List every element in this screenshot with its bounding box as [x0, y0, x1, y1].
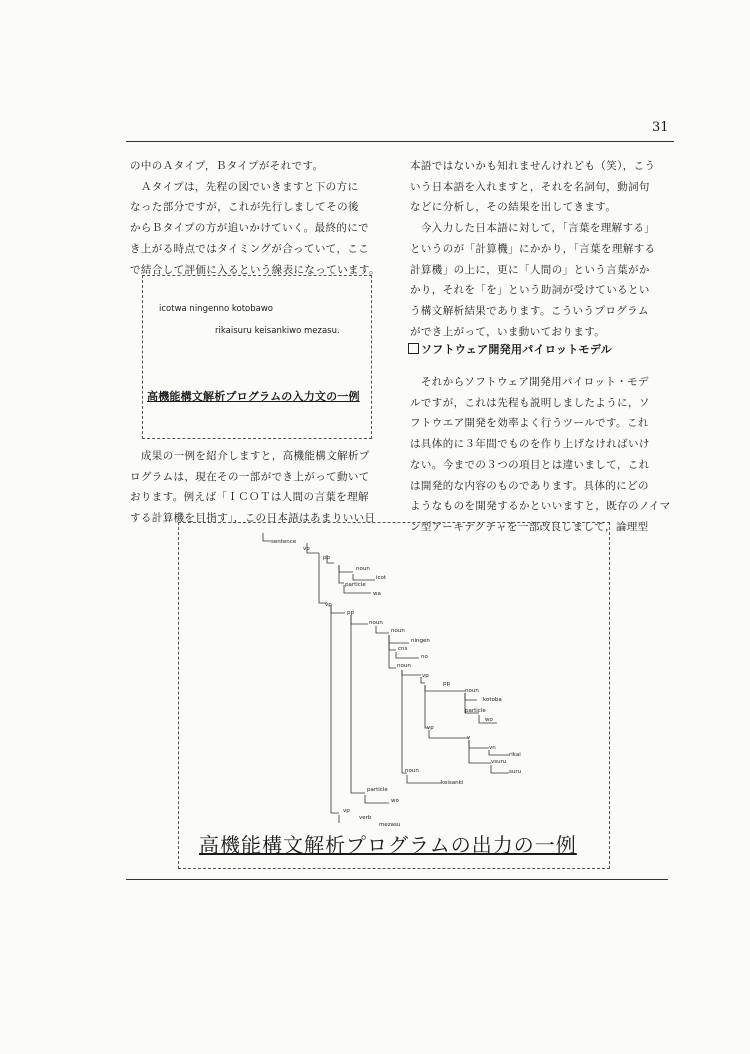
paragraph-line: は開発的な内容のものであります。具体的にどの [410, 479, 649, 492]
paragraph-line: からＢタイプの方が追いかけていく。最終的にで [130, 222, 370, 235]
paragraph-line: は具体的に３年間でものを作り上げなければいけ [410, 438, 650, 451]
tree-connector [407, 775, 441, 783]
tree-node: vp [427, 725, 434, 731]
paragraph-line: いう日本語を入れますと，それを名詞句，動詞句 [410, 180, 650, 193]
tree-connector [396, 652, 419, 658]
tree-connector [425, 685, 429, 728]
tree-connector [331, 605, 339, 813]
tree-connector [351, 615, 365, 793]
paragraph-line: ようなものを開発するかといいますと，既存のノイマ [410, 500, 671, 513]
tree-node: vp [343, 808, 350, 814]
input-line-2: rikaisuru keisankiwo mezasu. [215, 326, 340, 336]
tree-connector [339, 565, 344, 583]
tree-connector [469, 740, 491, 763]
paragraph-line: おります。例えば「ＩＣＯＴは人間の言葉を理解 [130, 491, 369, 504]
tree-node: vp [325, 602, 332, 608]
paragraph-line: ログラムは，現在その一部ができ上がって動いて [130, 470, 370, 483]
tree-node: no [421, 654, 428, 660]
tree-node: particle [367, 787, 388, 793]
tree-node: mezasu [379, 822, 401, 828]
tree-node: vsuru [491, 759, 507, 765]
paragraph-line: ない。今までの３つの項目とは違いまして，これ [410, 458, 650, 471]
paragraph-line: する計算機を目指す」，この日本語はあまりいい日 [130, 512, 376, 525]
tree-connector [376, 626, 389, 633]
parse-tree-figure [178, 522, 610, 869]
tree-node: particle [345, 582, 366, 588]
tree-node: vn [489, 745, 496, 751]
tree-connector [469, 740, 489, 748]
tree-node: noun [465, 688, 479, 694]
paragraph-line: なった部分ですが，これが先行しましてその後 [130, 201, 359, 214]
tree-node: noun [397, 663, 411, 669]
tree-connector [389, 635, 396, 668]
tree-connector [402, 670, 421, 675]
paragraph-line: ができ上がって，いま動いております。 [410, 325, 606, 338]
figure1-caption: 高機能構文解析プログラムの入力文の一例 [147, 390, 360, 403]
tree-node: pp [347, 610, 354, 616]
tree-node: rikai [509, 752, 521, 758]
paragraph-line: 今入力した日本語に対して，「言葉を理解する」 [410, 222, 656, 235]
paragraph-line: う構文解析結果であります。こういうプログラム [410, 304, 649, 317]
paragraph-line: などに分析し，その結果を出してきます。 [410, 201, 617, 214]
tree-connector [429, 730, 469, 738]
paragraph-line: Ａタイプは，先程の図でいきますと下の方に [130, 180, 359, 193]
section-heading-text: ソフトウェア開発用パイロットモデル [421, 343, 612, 356]
tree-connector [263, 533, 271, 541]
tree-node: icot [376, 575, 387, 581]
paragraph-line: ルですが，これは先程も説明しましたように，ソ [410, 396, 650, 409]
left-column-text [130, 156, 392, 280]
tree-connector [353, 574, 375, 580]
tree-connector [465, 693, 477, 700]
input-sentence-figure [142, 275, 372, 439]
paragraph-line: それからソフトウェア開発用パイロット・モデ [410, 376, 649, 388]
checkbox-square-icon [408, 343, 419, 354]
tree-node: wo [485, 717, 493, 723]
parse-tree [179, 523, 609, 828]
tree-connector [339, 565, 353, 572]
paragraph-line: 成果の一例を紹介しますと，高機能構文解析プ [130, 450, 370, 462]
paragraph-line: ン型アーキテクチャを一部改良しまして，論理型 [410, 520, 649, 533]
paragraph-line: かり，それを「を」という助詞が受けているとい [410, 284, 650, 297]
tree-node: sentence [271, 539, 297, 545]
left-column-text-b [130, 446, 392, 529]
tree-node: keisanki [441, 780, 464, 786]
tree-connector [351, 615, 368, 624]
paragraph-line: 計算機」の上に，更に「人間の」という言葉がか [410, 263, 650, 276]
tree-node: v [467, 735, 471, 741]
tree-connector [389, 635, 409, 643]
paragraph-line: の中のＡタイプ，Ｂタイプがそれです。 [130, 160, 324, 172]
paragraph-line: 本語ではないかも知れませんけれども（笑），こう [410, 160, 656, 172]
right-column-text [410, 156, 672, 342]
tree-connector [402, 670, 407, 773]
tree-node: cns [398, 646, 408, 652]
tree-node: wo [391, 798, 399, 804]
tree-node: noun [356, 566, 370, 572]
tree-node: vp [303, 546, 310, 552]
tree-node: ningen [411, 638, 430, 644]
tree-node: kotoba [483, 697, 502, 703]
tree-node: wa [373, 591, 381, 597]
tree-node: noun [369, 620, 383, 626]
page-number: 31 [652, 120, 669, 135]
paragraph-line: というのが「計算機」にかかり，「言葉を理解する [410, 242, 656, 255]
paragraph-line: フトウエア開発を効率よく行うツールです。これ [410, 417, 649, 430]
paragraph-line: き上がる時点ではタイミングが合っていて，ここ [130, 242, 370, 255]
paragraph-line: で結合して評価に入るという線表になっています。 [130, 263, 380, 276]
tree-connector [365, 795, 389, 803]
bottom-rule [126, 879, 668, 880]
input-line-1: icotwa ningenno kotobawo [159, 304, 273, 314]
right-column-text-b [410, 372, 672, 538]
tree-node: particle [465, 708, 486, 714]
tree-node: suru [509, 769, 522, 775]
tree-node: verb [359, 815, 372, 821]
section-heading [408, 341, 612, 357]
tree-node: noun [405, 768, 419, 774]
tree-connector [331, 605, 345, 613]
tree-connector [389, 635, 396, 650]
figure2-caption: 高機能構文解析プログラムの出力の一例 [199, 833, 577, 857]
top-rule [126, 141, 674, 142]
tree-node: pp [323, 555, 330, 561]
tree-connector [491, 765, 509, 773]
tree-node: vp [422, 673, 429, 679]
tree-node: pp [443, 681, 450, 687]
tree-node: noun [391, 628, 405, 634]
